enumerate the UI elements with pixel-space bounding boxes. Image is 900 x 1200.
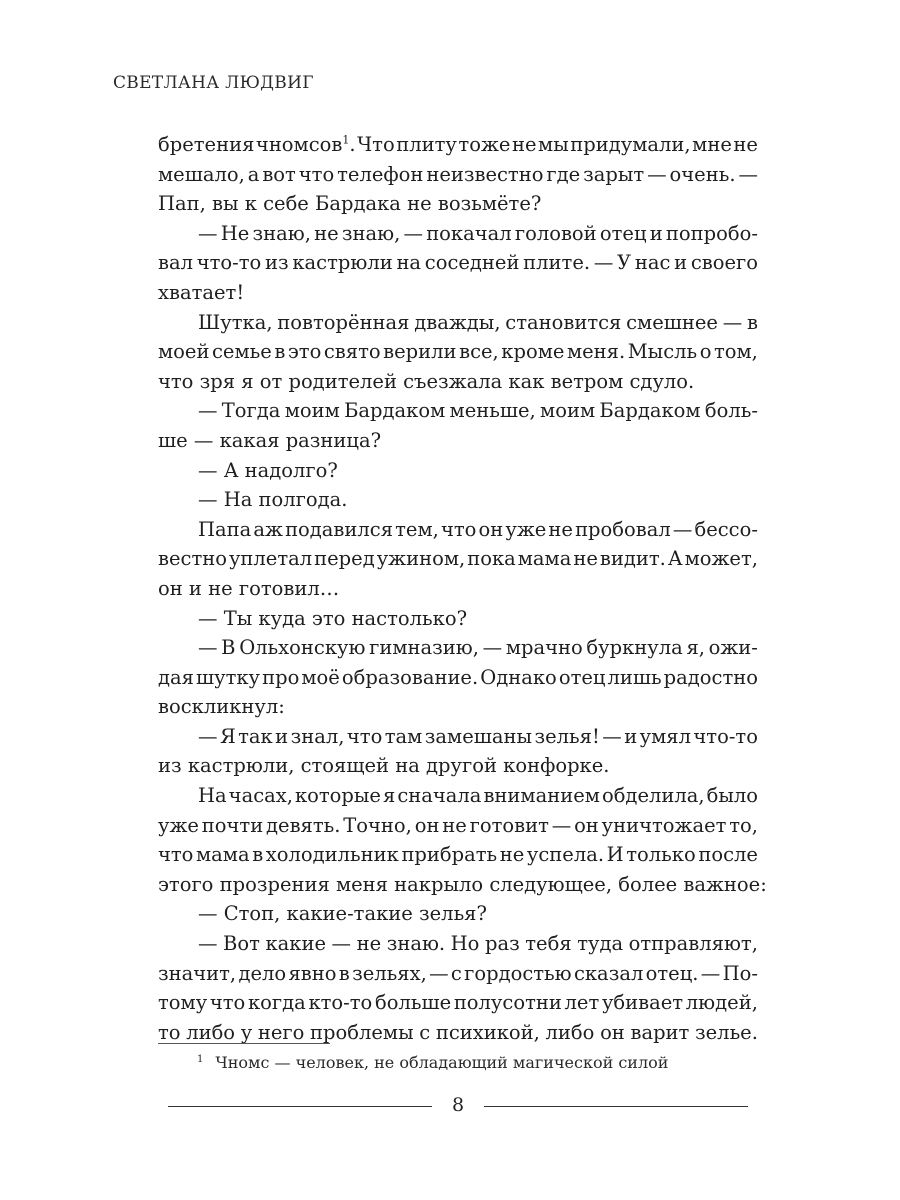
- body-line: этого прозрения меня накрыло следующее, более важное:: [158, 872, 767, 896]
- body-line: хватает!: [158, 280, 245, 304]
- body-line: вестно уплетал перед ужином, пока мама не видит. А может,: [158, 547, 758, 571]
- body-line: — Я так и знал, что там замешаны зелья! — и умял что-то: [198, 724, 758, 748]
- body-line: тому что когда кто-то больше полусотни лет убивает людей,: [158, 991, 758, 1015]
- body-line: значит, дело явно в зельях, — с гордостью сказал отец. — По-: [158, 961, 758, 985]
- body-line: бретения чномсов$^1$. Что плиту тоже не мы придумали, мне не: [158, 133, 758, 156]
- body-line: Папа аж подавился тем, что он уже не пробовал — бессо-: [198, 517, 758, 541]
- body-line: ше — какая разница?: [158, 428, 382, 452]
- body-line: Шутка, повторённая дважды, становится смешнее — в: [198, 310, 758, 334]
- footnote-text: Чномс — человек, не обладающий магической силой: [215, 1053, 669, 1072]
- body-line: что мама в холодильник прибрать не успела. И только после: [158, 843, 758, 867]
- body-text: [158, 130, 767, 1047]
- body-line: — А надолго?: [198, 458, 338, 482]
- body-line: вал что-то из кастрюли на соседней плите. — У нас и своего: [158, 251, 758, 275]
- running-header-author: СВЕТЛАНА ЛЮДВИГ: [113, 73, 314, 93]
- body-line: На часах, которые я сначала вниманием обделила, было: [198, 784, 758, 808]
- body-line: — Не знаю, не знаю, — покачал головой отец и попробо-: [198, 221, 758, 245]
- body-line: — Тогда моим Бардаком меньше, моим Бардаком боль-: [198, 399, 758, 423]
- footnote: [197, 1053, 668, 1072]
- body-line: моей семье в это свято верили все, кроме меня. Мысль о том,: [158, 340, 758, 364]
- body-line: мешало, а вот что телефон неизвестно где зарыт — очень. —: [158, 162, 758, 186]
- body-line: Пап, вы к себе Бардака не возьмёте?: [158, 192, 542, 216]
- body-line: — На полгода.: [198, 488, 348, 512]
- folio-rule-right: [484, 1106, 748, 1107]
- body-line: — В Ольхонскую гимназию, — мрачно буркнула я, ожи-: [198, 636, 758, 660]
- body-line: воскликнул:: [158, 695, 285, 719]
- body-line: то либо у него проблемы с психикой, либо он варит зелье.: [158, 1020, 758, 1044]
- body-line: уже почти девять. Точно, он не готовит — он уничтожает то,: [158, 813, 758, 837]
- footnote-marker: 1: [197, 1053, 204, 1065]
- body-line: — Ты куда это настолько?: [198, 606, 468, 630]
- folio-rule-left: [168, 1106, 432, 1107]
- body-line: дая шутку про моё образование. Однако отец лишь радостно: [158, 665, 758, 689]
- body-line: из кастрюли, стоящей на другой конфорке.: [158, 754, 610, 778]
- page-number: 8: [451, 1094, 465, 1116]
- footnote-separator: [158, 1043, 330, 1044]
- footnote-ref: 1: [342, 133, 350, 147]
- body-line: он и не готовил…: [158, 576, 340, 600]
- body-line: что зря я от родителей съезжала как ветром сдуло.: [158, 369, 695, 393]
- body-line: — Стоп, какие-такие зелья?: [198, 902, 487, 926]
- body-line: — Вот какие — не знаю. Но раз тебя туда отправляют,: [198, 932, 758, 956]
